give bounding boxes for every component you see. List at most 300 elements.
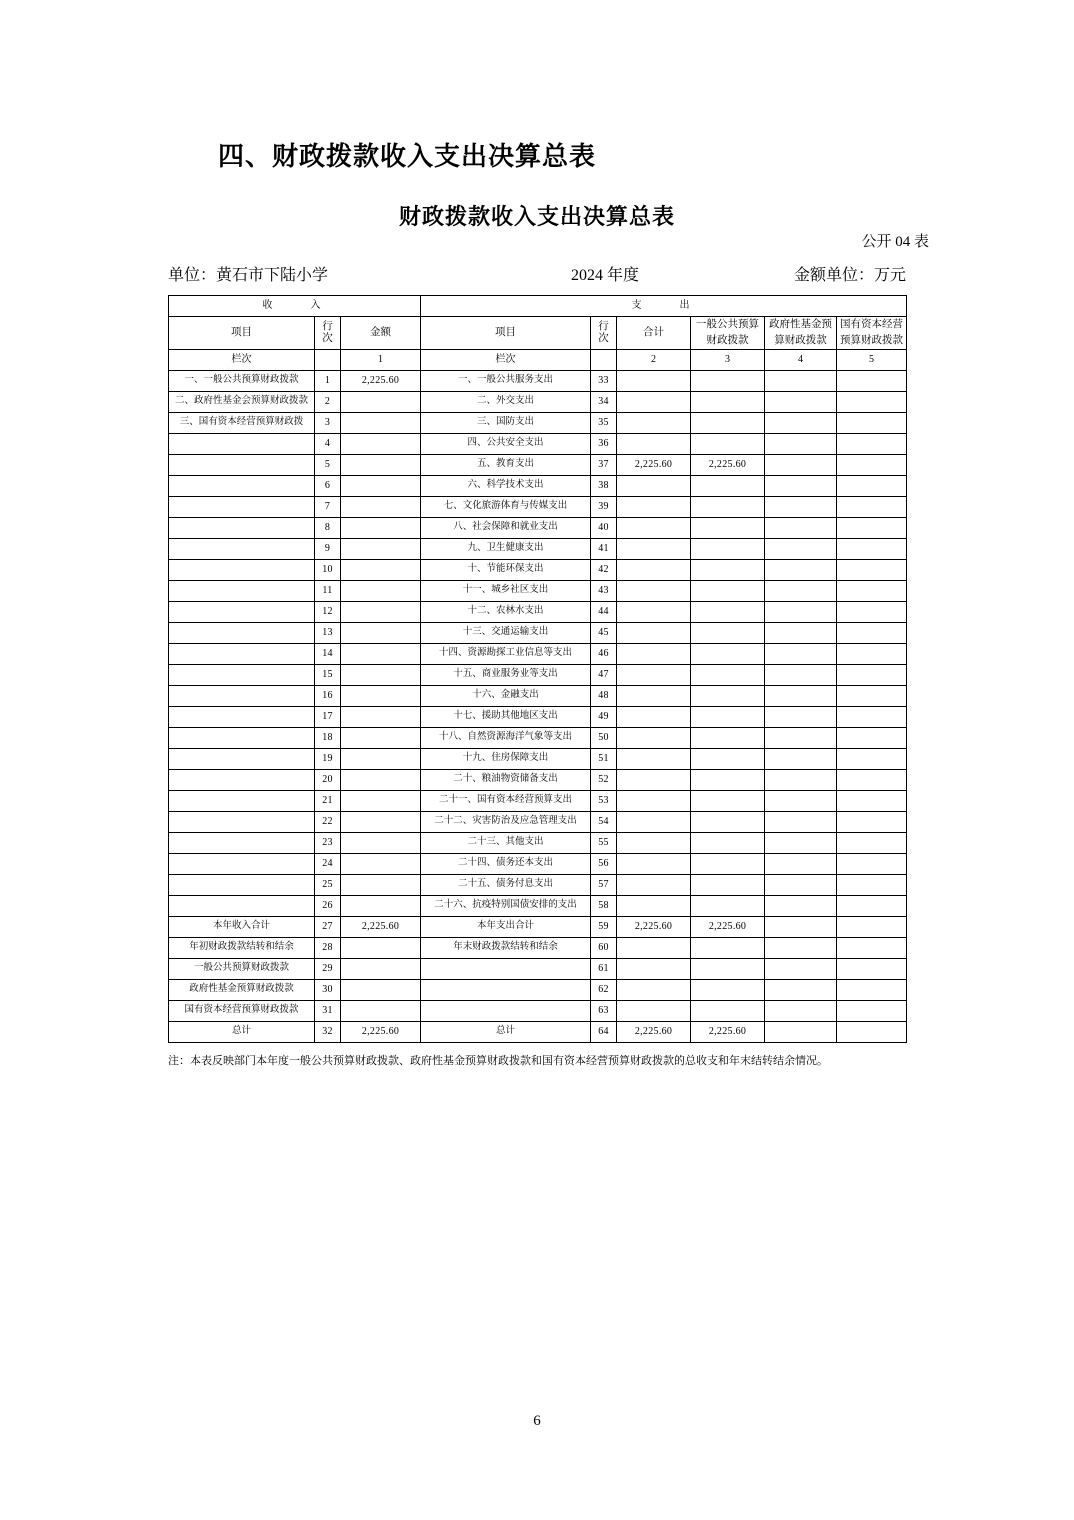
expense-gov-fund-15 [765,685,837,706]
income-rowno-26: 27 [315,916,341,937]
income-item-29: 政府性基金预算财政拨款 [169,979,315,1000]
income-item-0: 一、一般公共预算财政拨款 [169,370,315,391]
expense-rowno-28: 61 [591,958,617,979]
expense-state-capital-23 [837,853,907,874]
expense-rowno-26: 59 [591,916,617,937]
expense-total-23 [617,853,691,874]
expense-item-21: 二十二、灾害防治及应急管理支出 [421,811,591,832]
income-rowno-5: 6 [315,475,341,496]
expense-item-25: 二十六、抗疫特别国债安排的支出 [421,895,591,916]
expense-state-capital-19 [837,769,907,790]
expense-total-19 [617,769,691,790]
expense-state-capital-18 [837,748,907,769]
income-rowno-14: 15 [315,664,341,685]
expense-gov-fund-11 [765,601,837,622]
expense-gov-fund-23 [765,853,837,874]
income-amount-15 [341,685,421,706]
table-row [169,391,907,412]
header-gov-fund-budget-line1: 政府性基金预 [769,319,833,330]
expense-total-29 [617,979,691,1000]
income-item-27: 年初财政拨款结转和结余 [169,937,315,958]
expense-item-0: 一、一般公共服务支出 [421,370,591,391]
expense-rowno-7: 40 [591,517,617,538]
table-row [169,832,907,853]
expense-general-public-25 [691,895,765,916]
expense-total-4: 2,225.60 [617,454,691,475]
table-row [169,496,907,517]
expense-general-public-1 [691,391,765,412]
expense-state-capital-16 [837,706,907,727]
expense-item-29 [421,979,591,1000]
expense-total-30 [617,1000,691,1021]
income-item-16 [169,706,315,727]
table-row [169,811,907,832]
expense-total-27 [617,937,691,958]
income-item-31: 总计 [169,1021,315,1042]
expense-item-6: 七、文化旅游体育与传媒支出 [421,496,591,517]
income-rowno-19: 20 [315,769,341,790]
income-rowno-24: 25 [315,874,341,895]
income-amount-3 [341,433,421,454]
income-rowno-30: 31 [315,1000,341,1021]
income-rowno-1: 2 [315,391,341,412]
expense-general-public-30 [691,1000,765,1021]
expense-general-public-0 [691,370,765,391]
header-gov-fund-budget [765,317,837,350]
expense-item-24: 二十五、债务付息支出 [421,874,591,895]
income-item-6 [169,496,315,517]
income-item-13 [169,643,315,664]
income-rowno-31: 32 [315,1021,341,1042]
expense-rowno-3: 36 [591,433,617,454]
lanci-expense-rowno [591,349,617,370]
amount-unit: 金额单位：万元 [793,267,906,284]
table-row [169,475,907,496]
expense-general-public-8 [691,538,765,559]
expense-general-public-7 [691,517,765,538]
income-item-25 [169,895,315,916]
expense-gov-fund-22 [765,832,837,853]
expense-rowno-13: 46 [591,643,617,664]
expense-gov-fund-30 [765,1000,837,1021]
expense-state-capital-15 [837,685,907,706]
expense-total-22 [617,832,691,853]
income-rowno-3: 4 [315,433,341,454]
expense-total-28 [617,958,691,979]
lanci-state-capital: 5 [837,349,907,370]
expense-total-0 [617,370,691,391]
income-item-12 [169,622,315,643]
header-state-capital-budget-line1: 国有资本经营 [840,319,904,330]
expense-state-capital-30 [837,1000,907,1021]
income-amount-24 [341,874,421,895]
expense-gov-fund-6 [765,496,837,517]
expense-gov-fund-31 [765,1021,837,1042]
income-item-17 [169,727,315,748]
income-item-28: 一般公共预算财政拨款 [169,958,315,979]
income-amount-25 [341,895,421,916]
income-item-26: 本年收入合计 [169,916,315,937]
income-amount-14 [341,664,421,685]
income-amount-17 [341,727,421,748]
expense-gov-fund-28 [765,958,837,979]
expense-rowno-16: 49 [591,706,617,727]
expense-item-9: 十、节能环保支出 [421,559,591,580]
expense-gov-fund-13 [765,643,837,664]
table-row [169,454,907,475]
income-rowno-28: 29 [315,958,341,979]
expense-state-capital-25 [837,895,907,916]
header-income-item: 项目 [169,317,315,350]
expense-general-public-29 [691,979,765,1000]
income-rowno-2: 3 [315,412,341,433]
income-item-14 [169,664,315,685]
header-state-capital-budget [837,317,907,350]
income-amount-11 [341,601,421,622]
table-row [169,853,907,874]
expense-state-capital-24 [837,874,907,895]
expense-general-public-16 [691,706,765,727]
expense-general-public-9 [691,559,765,580]
table-row [169,769,907,790]
table-row [169,412,907,433]
expense-total-8 [617,538,691,559]
income-rowno-4: 5 [315,454,341,475]
table-column-header-row [169,317,907,350]
expense-rowno-0: 33 [591,370,617,391]
income-amount-19 [341,769,421,790]
expense-rowno-27: 60 [591,937,617,958]
income-amount-29 [341,979,421,1000]
expense-item-28 [421,958,591,979]
expense-state-capital-26 [837,916,907,937]
expense-state-capital-28 [837,958,907,979]
table-row [169,727,907,748]
expense-rowno-5: 38 [591,475,617,496]
income-item-1: 二、政府性基金会预算财政拨款 [169,391,315,412]
table-row [169,643,907,664]
expense-general-public-11 [691,601,765,622]
expense-item-31: 总计 [421,1021,591,1042]
income-item-5 [169,475,315,496]
expense-rowno-19: 52 [591,769,617,790]
expense-state-capital-29 [837,979,907,1000]
expense-total-1 [617,391,691,412]
expense-item-2: 三、国防支出 [421,412,591,433]
expense-state-capital-8 [837,538,907,559]
expense-item-30 [421,1000,591,1021]
table-row [169,790,907,811]
income-amount-26: 2,225.60 [341,916,421,937]
expense-rowno-9: 42 [591,559,617,580]
expense-state-capital-2 [837,412,907,433]
header-expense-rowno-line2: 次 [598,332,609,344]
table-row [169,538,907,559]
expense-general-public-21 [691,811,765,832]
expense-item-10: 十一、城乡社区支出 [421,580,591,601]
expense-gov-fund-16 [765,706,837,727]
expense-rowno-20: 53 [591,790,617,811]
expense-section-header: 支 出 [421,296,907,317]
expense-rowno-14: 47 [591,664,617,685]
expense-rowno-31: 64 [591,1021,617,1042]
expense-item-19: 二十、粮油物资储备支出 [421,769,591,790]
table-row [169,748,907,769]
expense-gov-fund-3 [765,433,837,454]
income-rowno-11: 12 [315,601,341,622]
expense-state-capital-20 [837,790,907,811]
form-number: 公开 04 表 [861,234,929,250]
expense-rowno-4: 37 [591,454,617,475]
expense-state-capital-22 [837,832,907,853]
header-gov-fund-budget-line2: 算财政拨款 [774,334,827,346]
expense-general-public-26: 2,225.60 [691,916,765,937]
expense-item-22: 二十三、其他支出 [421,832,591,853]
expense-gov-fund-10 [765,580,837,601]
expense-total-9 [617,559,691,580]
income-item-8 [169,538,315,559]
income-item-9 [169,559,315,580]
expense-gov-fund-18 [765,748,837,769]
income-amount-6 [341,496,421,517]
income-item-24 [169,874,315,895]
table-row [169,979,907,1000]
expense-gov-fund-17 [765,727,837,748]
expense-total-6 [617,496,691,517]
income-amount-2 [341,412,421,433]
table-column-index-row [169,349,907,370]
expense-rowno-15: 48 [591,685,617,706]
expense-item-14: 十五、商业服务业等支出 [421,664,591,685]
expense-state-capital-6 [837,496,907,517]
expense-state-capital-17 [837,727,907,748]
income-rowno-20: 21 [315,790,341,811]
expense-item-17: 十八、自然资源海洋气象等支出 [421,727,591,748]
expense-total-12 [617,622,691,643]
expense-rowno-11: 44 [591,601,617,622]
expense-state-capital-7 [837,517,907,538]
income-amount-13 [341,643,421,664]
expense-total-26: 2,225.60 [617,916,691,937]
expense-gov-fund-7 [765,517,837,538]
expense-total-14 [617,664,691,685]
expense-general-public-3 [691,433,765,454]
header-income-rowno [315,317,341,350]
income-amount-30 [341,1000,421,1021]
expense-total-5 [617,475,691,496]
expense-gov-fund-5 [765,475,837,496]
expense-item-4: 五、教育支出 [421,454,591,475]
expense-total-25 [617,895,691,916]
income-amount-8 [341,538,421,559]
income-amount-7 [341,517,421,538]
table-row [169,559,907,580]
expense-state-capital-14 [837,664,907,685]
income-amount-31: 2,225.60 [341,1021,421,1042]
header-general-public-budget-line2: 财政拨款 [706,334,749,346]
expense-item-11: 十二、农林水支出 [421,601,591,622]
expense-general-public-14 [691,664,765,685]
expense-rowno-22: 55 [591,832,617,853]
expense-total-16 [617,706,691,727]
expense-total-15 [617,685,691,706]
table-row [169,601,907,622]
income-amount-16 [341,706,421,727]
expense-gov-fund-27 [765,937,837,958]
expense-rowno-18: 51 [591,748,617,769]
expense-state-capital-10 [837,580,907,601]
header-income-rowno-line2: 次 [322,332,333,344]
expense-state-capital-31 [837,1021,907,1042]
income-rowno-16: 17 [315,706,341,727]
expense-general-public-12 [691,622,765,643]
expense-general-public-22 [691,832,765,853]
table-row [169,706,907,727]
expense-gov-fund-2 [765,412,837,433]
expense-state-capital-13 [837,643,907,664]
expense-general-public-18 [691,748,765,769]
income-rowno-15: 16 [315,685,341,706]
page-title: 四、财政拨款收入支出决算总表 [218,142,597,171]
expense-item-20: 二十一、国有资本经营预算支出 [421,790,591,811]
expense-rowno-17: 50 [591,727,617,748]
expense-general-public-6 [691,496,765,517]
income-item-2: 三、国有资本经营预算财政拨 [169,412,315,433]
income-amount-20 [341,790,421,811]
income-amount-27 [341,937,421,958]
expense-general-public-31: 2,225.60 [691,1021,765,1042]
table-meta [168,262,906,285]
income-amount-9 [341,559,421,580]
income-rowno-8: 9 [315,538,341,559]
expense-gov-fund-8 [765,538,837,559]
income-rowno-6: 7 [315,496,341,517]
expense-rowno-2: 35 [591,412,617,433]
income-rowno-18: 19 [315,748,341,769]
lanci-expense-total: 2 [617,349,691,370]
expense-rowno-23: 56 [591,853,617,874]
header-expense-rowno-line1: 行 [598,320,609,332]
expense-gov-fund-12 [765,622,837,643]
expense-total-10 [617,580,691,601]
income-item-4 [169,454,315,475]
expense-general-public-24 [691,874,765,895]
income-item-30: 国有资本经营预算财政拨款 [169,1000,315,1021]
header-general-public-budget-line1: 一般公共预算 [696,319,760,330]
expense-state-capital-9 [837,559,907,580]
table-row [169,916,907,937]
expense-item-7: 八、社会保障和就业支出 [421,517,591,538]
expense-general-public-10 [691,580,765,601]
expense-item-3: 四、公共安全支出 [421,433,591,454]
income-amount-10 [341,580,421,601]
expense-total-20 [617,790,691,811]
income-amount-0: 2,225.60 [341,370,421,391]
expense-item-23: 二十四、债务还本支出 [421,853,591,874]
income-amount-5 [341,475,421,496]
table-row [169,580,907,601]
header-income-rowno-line1: 行 [322,320,333,332]
table-row [169,1000,907,1021]
expense-state-capital-4 [837,454,907,475]
expense-total-24 [617,874,691,895]
fiscal-allocation-table [168,295,907,1043]
expense-gov-fund-26 [765,916,837,937]
header-state-capital-budget-line2: 预算财政拨款 [840,334,904,346]
table-row [169,895,907,916]
expense-item-27: 年末财政拨款结转和结余 [421,937,591,958]
expense-rowno-12: 45 [591,622,617,643]
expense-gov-fund-29 [765,979,837,1000]
income-amount-21 [341,811,421,832]
income-item-7 [169,517,315,538]
lanci-gov-fund: 4 [765,349,837,370]
expense-item-26: 本年支出合计 [421,916,591,937]
expense-item-1: 二、外交支出 [421,391,591,412]
expense-state-capital-1 [837,391,907,412]
income-item-18 [169,748,315,769]
income-item-19 [169,769,315,790]
table-row [169,517,907,538]
expense-rowno-1: 34 [591,391,617,412]
income-amount-22 [341,832,421,853]
income-rowno-21: 22 [315,811,341,832]
header-expense-item: 项目 [421,317,591,350]
expense-gov-fund-4 [765,454,837,475]
expense-item-12: 十三、交通运输支出 [421,622,591,643]
table-row [169,874,907,895]
header-general-public-budget [691,317,765,350]
income-item-21 [169,811,315,832]
table-section-header-row [169,296,907,317]
expense-gov-fund-1 [765,391,837,412]
income-item-23 [169,853,315,874]
income-rowno-13: 14 [315,643,341,664]
income-rowno-27: 28 [315,937,341,958]
income-rowno-25: 26 [315,895,341,916]
lanci-income-amount: 1 [341,349,421,370]
income-amount-12 [341,622,421,643]
expense-gov-fund-19 [765,769,837,790]
expense-item-13: 十四、资源勘探工业信息等支出 [421,643,591,664]
expense-item-8: 九、卫生健康支出 [421,538,591,559]
expense-total-18 [617,748,691,769]
expense-item-5: 六、科学技术支出 [421,475,591,496]
expense-general-public-23 [691,853,765,874]
income-item-20 [169,790,315,811]
header-expense-total: 合计 [617,317,691,350]
expense-item-15: 十六、金融支出 [421,685,591,706]
expense-gov-fund-21 [765,811,837,832]
income-rowno-9: 10 [315,559,341,580]
expense-general-public-17 [691,727,765,748]
income-amount-4 [341,454,421,475]
expense-rowno-6: 39 [591,496,617,517]
expense-gov-fund-20 [765,790,837,811]
income-item-3 [169,433,315,454]
table-row [169,433,907,454]
expense-state-capital-11 [837,601,907,622]
table-row [169,685,907,706]
expense-total-17 [617,727,691,748]
expense-gov-fund-0 [765,370,837,391]
expense-state-capital-21 [837,811,907,832]
income-amount-28 [341,958,421,979]
expense-rowno-8: 41 [591,538,617,559]
expense-item-18: 十九、住房保障支出 [421,748,591,769]
expense-gov-fund-14 [765,664,837,685]
table-title: 财政拨款收入支出决算总表 [398,204,675,229]
